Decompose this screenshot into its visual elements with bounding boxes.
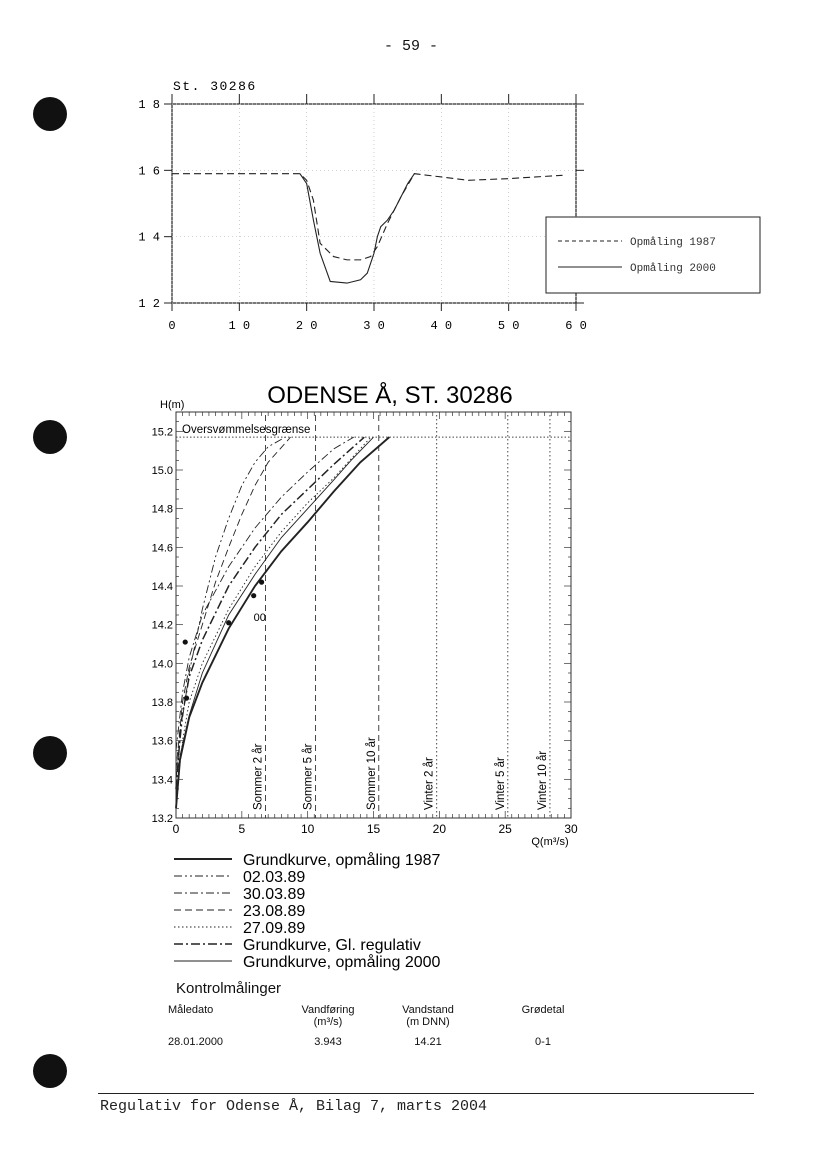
chart1-x-tick-label: 6 0	[565, 319, 587, 333]
chart1-x-tick-label: 4 0	[430, 319, 453, 333]
footer-rule	[98, 1093, 754, 1094]
chart2-series-line-3	[176, 437, 354, 750]
chart1-legend-label-1: Opmåling 1987	[630, 237, 716, 249]
chart2-y-tick-label: 14.0	[151, 658, 173, 671]
cell-grode: 0-1	[535, 1036, 551, 1048]
chart2-measurement-point-2	[184, 696, 189, 701]
chart2-x-tick-label: 15	[366, 822, 381, 836]
chart2-y-tick-label: 13.8	[151, 697, 173, 709]
chart2-legend-label-5: 27.09.89	[243, 920, 306, 937]
chart1-legend-label-2: Opmåling 2000	[630, 263, 716, 275]
chart1-title: St. 30286	[173, 79, 257, 94]
col-header-grode: Grødetal	[521, 1004, 565, 1016]
chart2-design-flow-label-2: Sommer 5 år	[302, 743, 315, 810]
chart1-y-tick-label: 1 8	[138, 98, 160, 112]
chart2-y-tick-label: 15.0	[151, 465, 173, 477]
chart2-measurement-point-4	[251, 593, 256, 598]
chart2-x-tick-label: 25	[498, 822, 512, 836]
chart2-x-tick-label: 20	[432, 822, 447, 836]
chart2-design-flow-label-5: Vinter 5 år	[494, 757, 507, 810]
chart2-y-tick-label: 13.6	[151, 735, 173, 748]
chart2-legend-label-4: 23.08.89	[243, 903, 306, 920]
chart2-y-tick-label: 15.2	[151, 426, 173, 439]
binder-hole-4	[33, 1054, 67, 1088]
chart1-x-tick-label: 0	[168, 319, 176, 333]
chart2-title: ODENSE Å, ST. 30286	[267, 382, 513, 409]
chart2-point-annotation: 00	[253, 611, 266, 624]
chart1-y-tick-label: 1 2	[138, 297, 160, 311]
cell-date: 28.01.2000	[168, 1036, 224, 1048]
chart2-series-line-4	[176, 437, 291, 770]
chart1-y-tick-label: 1 6	[138, 164, 160, 179]
chart1-x-tick-label: 3 0	[363, 319, 385, 333]
chart1-x-tick-label: 1 0	[228, 319, 251, 333]
chart2-x-axis-label: Q(m³/s)	[531, 836, 569, 848]
col-header-date: Måledato	[168, 1004, 214, 1016]
chart2-y-tick-label: 14.6	[151, 542, 173, 555]
chart1-y-tick-label: 1 4	[138, 230, 160, 245]
chart2-legend-label-7: Grundkurve, opmåling 2000	[243, 954, 441, 971]
page-number: - 59 -	[384, 38, 439, 55]
chart2-series-line-2	[176, 437, 285, 779]
chart2-flood-label: Oversvømmelsesgrænse	[182, 424, 311, 437]
chart2-design-flow-label-3: Sommer 10 år	[365, 737, 378, 810]
table-row	[168, 1036, 608, 1048]
chart2-design-flow-label-6: Vinter 10 år	[536, 750, 549, 810]
chart2-measurement-point-5	[259, 580, 264, 585]
chart2-y-tick-label: 13.4	[151, 774, 173, 787]
chart2-measurement-point-3	[226, 620, 231, 625]
col-header-q: Vandføring (m³/s)	[301, 1004, 355, 1028]
chart2-series-line-1	[176, 437, 389, 808]
chart2-x-tick-label: 0	[172, 822, 180, 836]
chart2-series-line-7	[176, 437, 374, 802]
chart2-y-axis-label: H(m)	[160, 399, 185, 411]
kontrol-table	[168, 1004, 608, 1048]
chart2-legend-label-2: 02.03.89	[243, 869, 306, 886]
kontrol-title: Kontrolmålinger	[176, 980, 282, 997]
chart2-x-tick-label: 10	[300, 822, 315, 836]
chart2-legend-label-6: Grundkurve, Gl. regulativ	[243, 937, 421, 954]
chart2-x-tick-label: 5	[238, 822, 246, 836]
chart2-legend-label-3: 30.03.89	[243, 886, 306, 903]
chart2-y-tick-label: 14.4	[151, 581, 173, 593]
chart1-x-tick-label: 5 0	[497, 319, 520, 333]
chart2-legend-label-1: Grundkurve, opmåling 1987	[243, 852, 441, 869]
footer-text: Regulativ for Odense Å, Bilag 7, marts 2004	[100, 1098, 488, 1115]
col-header-h: Vandstand (m DNN)	[402, 1004, 454, 1028]
chart2-x-tick-label: 30	[564, 822, 578, 836]
chart2-design-flow-label-1: Sommer 2 år	[252, 743, 265, 810]
chart2-y-tick-label: 13.2	[151, 813, 173, 825]
chart2-measurement-point-1	[183, 639, 188, 644]
cell-q: 3.943	[314, 1036, 342, 1048]
cell-h: 14.21	[414, 1036, 442, 1048]
chart1-x-tick-label: 2 0	[295, 319, 318, 333]
chart2-y-tick-label: 14.8	[151, 503, 173, 516]
chart2-series-line-5	[176, 437, 371, 799]
chart2-design-flow-label-4: Vinter 2 år	[423, 757, 436, 810]
chart2-y-tick-label: 14.2	[151, 619, 173, 632]
